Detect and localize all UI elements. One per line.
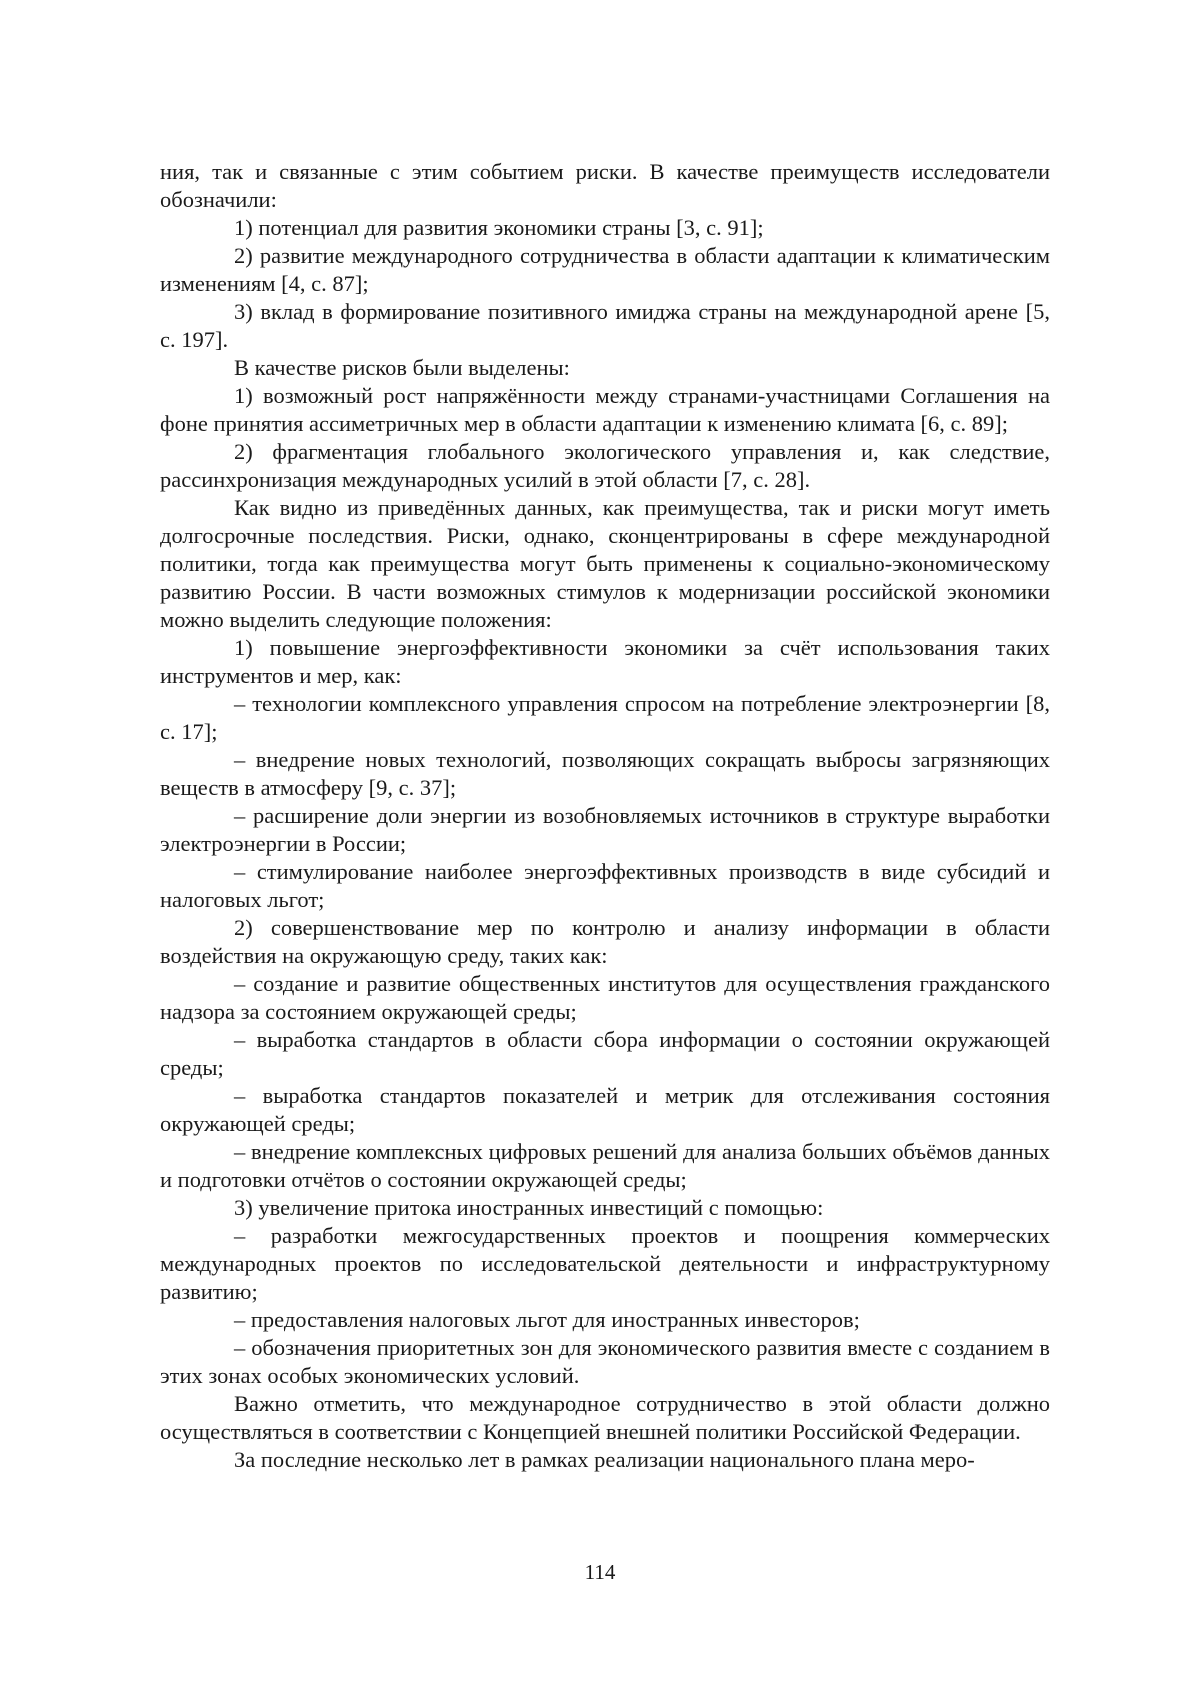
page-number: 114 — [0, 1560, 1200, 1585]
list-item: 3) вклад в формирование позитивного имиджа страны на международной арене [5, с. 197]. — [160, 298, 1050, 354]
paragraph: За последние несколько лет в рамках реализации национального плана меро- — [160, 1446, 1050, 1474]
list-item: – обозначения приоритетных зон для экономического развития вместе с созданием в этих зонах особых экономических условий. — [160, 1334, 1050, 1390]
list-item: – стимулирование наиболее энергоэффективных производств в виде субсидий и налоговых льгот; — [160, 858, 1050, 914]
list-item: 1) возможный рост напряжённости между странами-участницами Соглашения на фоне принятия ассиметричных мер в области адаптации к изменению климата [6, с. 89]; — [160, 382, 1050, 438]
list-item: – внедрение новых технологий, позволяющих сокращать выбросы загрязняющих веществ в атмосферу [9, с. 37]; — [160, 746, 1050, 802]
list-item: – расширение доли энергии из возобновляемых источников в структуре выработки электроэнергии в России; — [160, 802, 1050, 858]
list-item: 1) повышение энергоэффективности экономики за счёт использования таких инструментов и мер, как: — [160, 634, 1050, 690]
list-item: 2) развитие международного сотрудничества в области адаптации к климатическим изменениям [4, с. 87]; — [160, 242, 1050, 298]
paragraph: ния, так и связанные с этим событием риски. В качестве преимуществ исследователи обозначили: — [160, 158, 1050, 214]
list-item: – предоставления налоговых льгот для иностранных инвесторов; — [160, 1306, 1050, 1334]
list-item: 3) увеличение притока иностранных инвестиций с помощью: — [160, 1194, 1050, 1222]
list-item: – выработка стандартов показателей и метрик для отслеживания состояния окружающей среды; — [160, 1082, 1050, 1138]
list-item: – создание и развитие общественных институтов для осуществления гражданского надзора за состоянием окружающей среды; — [160, 970, 1050, 1026]
paragraph: Как видно из приведённых данных, как преимущества, так и риски могут иметь долгосрочные последствия. Риски, однако, сконцентрированы в сфере международной политики, тогда как преимущества могут быть применены к социально-экономическому развитию России. В части возможных стимулов к модернизации российской экономики можно выделить следующие положения: — [160, 494, 1050, 634]
list-item: – разработки межгосударственных проектов и поощрения коммерческих международных проектов по исследовательской деятельности и инфраструктурному развитию; — [160, 1222, 1050, 1306]
paragraph: Важно отметить, что международное сотрудничество в этой области должно осуществляться в соответствии с Концепцией внешней политики Российской Федерации. — [160, 1390, 1050, 1446]
list-item: – технологии комплексного управления спросом на потребление электроэнергии [8, с. 17]; — [160, 690, 1050, 746]
list-item: – выработка стандартов в области сбора информации о состоянии окружающей среды; — [160, 1026, 1050, 1082]
list-item: 1) потенциал для развития экономики страны [3, с. 91]; — [160, 214, 1050, 242]
list-item: – внедрение комплексных цифровых решений для анализа больших объёмов данных и подготовки отчётов о состоянии окружающей среды; — [160, 1138, 1050, 1194]
paragraph: В качестве рисков были выделены: — [160, 354, 1050, 382]
list-item: 2) совершенствование мер по контролю и анализу информации в области воздействия на окружающую среду, таких как: — [160, 914, 1050, 970]
page-body — [160, 158, 1050, 1474]
list-item: 2) фрагментация глобального экологического управления и, как следствие, рассинхронизация международных усилий в этой области [7, с. 28]. — [160, 438, 1050, 494]
